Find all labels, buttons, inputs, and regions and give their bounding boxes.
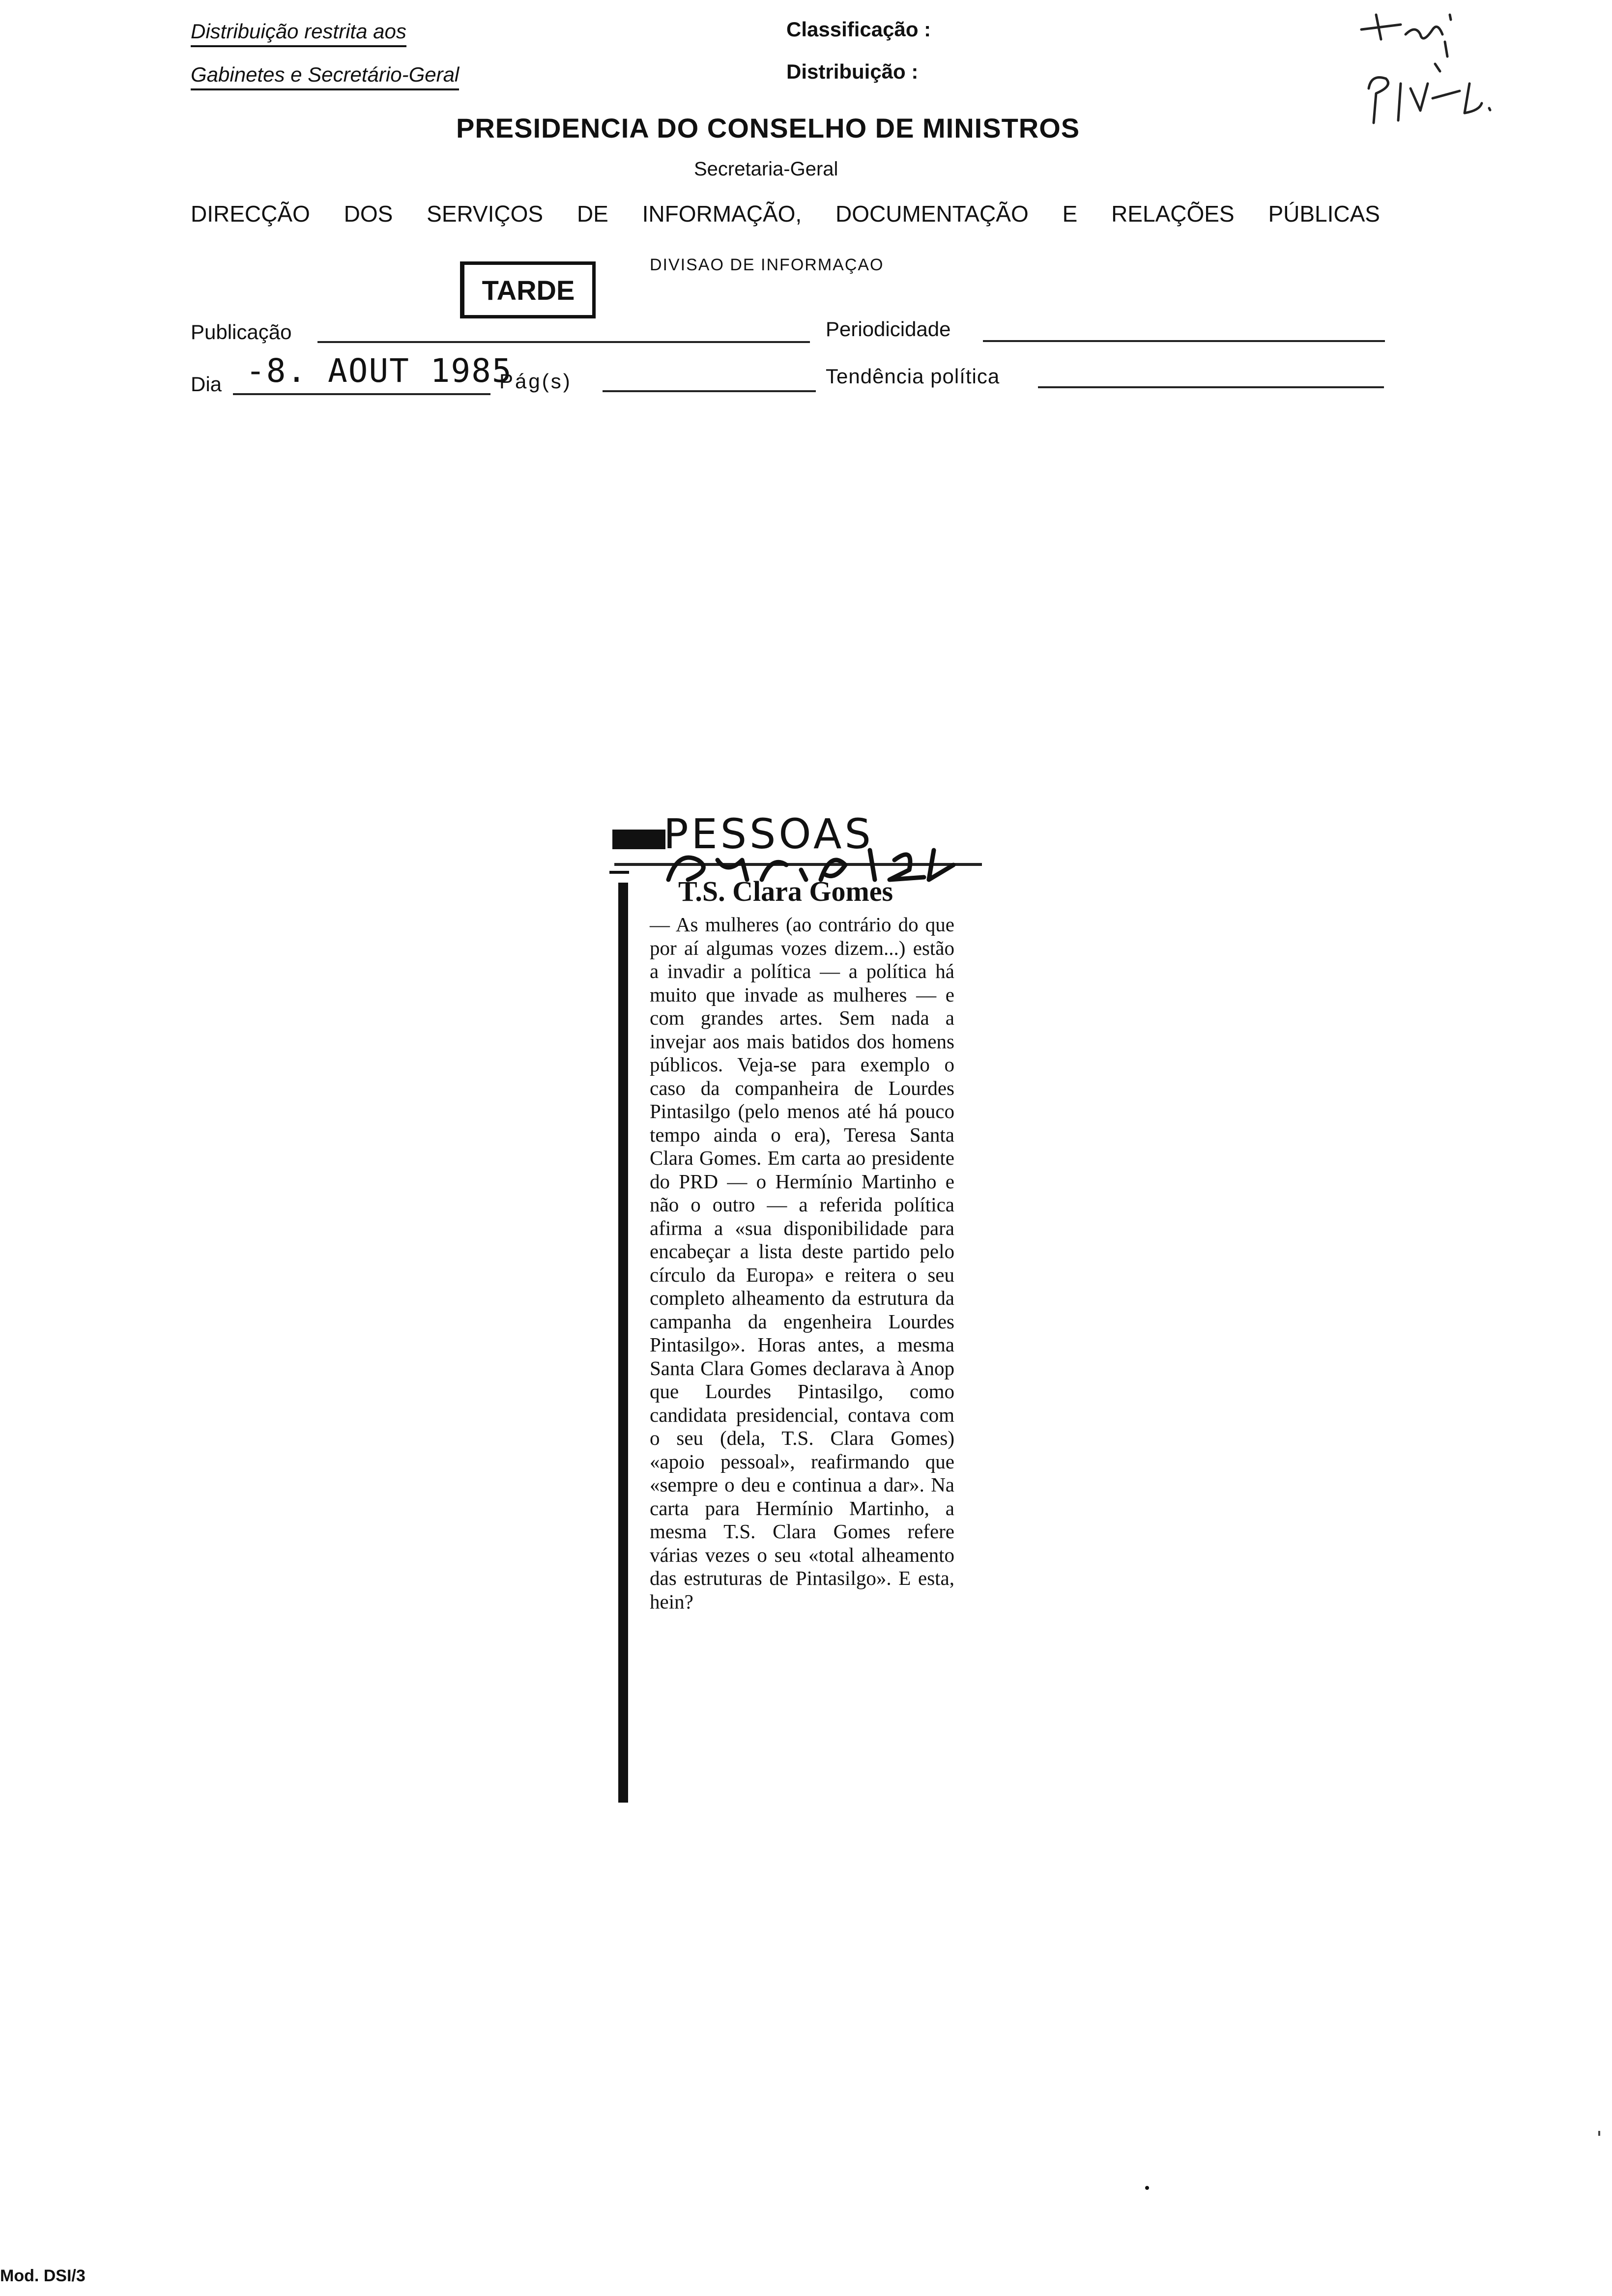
classificacao-label: Classificação : (786, 18, 931, 41)
distribution-restriction-line1: Distribuição restrita aos (191, 20, 406, 47)
department-word: DE (576, 201, 608, 227)
division-label: DIVISAO DE INFORMAÇAO (650, 256, 884, 274)
department-word: DIRECÇÃO (191, 201, 310, 227)
department-word: DOCUMENTAÇÃO (835, 201, 1029, 227)
distribution-restriction-line2: Gabinetes e Secretário-Geral (191, 63, 459, 90)
date-stamp: -8. AOUT 1985 (246, 352, 513, 390)
dia-label: Dia (191, 373, 222, 396)
speck (1145, 2186, 1149, 2190)
publicacao-field-line (317, 341, 810, 343)
department-word: DOS (344, 201, 393, 227)
clipping-section-heading: PESSOAS (663, 810, 874, 858)
department-word: PÚBLICAS (1268, 201, 1380, 227)
periodicidade-label: Periodicidade (826, 317, 951, 341)
pag-label: Pág(s) (499, 370, 572, 393)
tarde-stamp: TARDE (460, 261, 596, 318)
handwritten-annotation (1347, 5, 1524, 133)
pag-field-line (603, 390, 816, 392)
form-code: Mod. DSI/3 (0, 2267, 86, 2285)
clipping-side-tick (609, 871, 629, 874)
clipping-black-block (612, 830, 665, 849)
tendencia-field-line (1038, 386, 1384, 388)
page-title: PRESIDENCIA DO CONSELHO DE MINISTROS (456, 113, 1080, 144)
clipping-body: — As mulheres (ao contrário do que por aí algumas vozes dizem...) estão a invadir a política — a política há muito que invade as mulheres — e com grandes artes. Sem nada a invejar aos mais batidos dos homens públicos. Veja-se para exemplo o caso da companheira de Lourdes Pintasilgo (pelo menos até há pouco tempo ainda o era), Teresa Santa Clara Gomes. Em carta ao presidente do PRD — o Hermínio Martinho e não o outro — a referida política afirma a «sua disponibilidade para encabeçar a lista deste partido pelo círculo da Europa» e reitera o seu completo alheamento da estrutura da campanha da engenheira Lourdes Pintasilgo». Horas antes, a mesma Santa Clara Gomes declarava à Anop que Lourdes Pintasilgo, como candidata presidencial, contava com o seu (dela, T.S. Clara Gomes) «apoio pessoal», reafirmando que «sempre o deu e continua a dar». Na carta para Hermínio Martinho, a mesma T.S. Clara Gomes refere várias vezes o seu «total alheamento das estruturas de Pintasilgo». E esta, hein? (650, 913, 954, 1613)
dia-field-line (233, 393, 490, 395)
tendencia-label: Tendência política (826, 365, 1000, 388)
department-line (191, 201, 1380, 227)
department-word: INFORMAÇÃO, (642, 201, 802, 227)
department-word: RELAÇÕES (1111, 201, 1235, 227)
speck (1598, 2131, 1600, 2136)
clipping-headline: T.S. Clara Gomes (678, 875, 893, 907)
periodicidade-field-line (983, 340, 1385, 342)
department-word: E (1062, 201, 1078, 227)
distribuicao-label: Distribuição : (786, 60, 919, 83)
clipping-side-bar (618, 883, 628, 1803)
page-subtitle: Secretaria-Geral (694, 158, 838, 180)
department-word: SERVIÇOS (427, 201, 544, 227)
publicacao-label: Publicação (191, 320, 292, 344)
